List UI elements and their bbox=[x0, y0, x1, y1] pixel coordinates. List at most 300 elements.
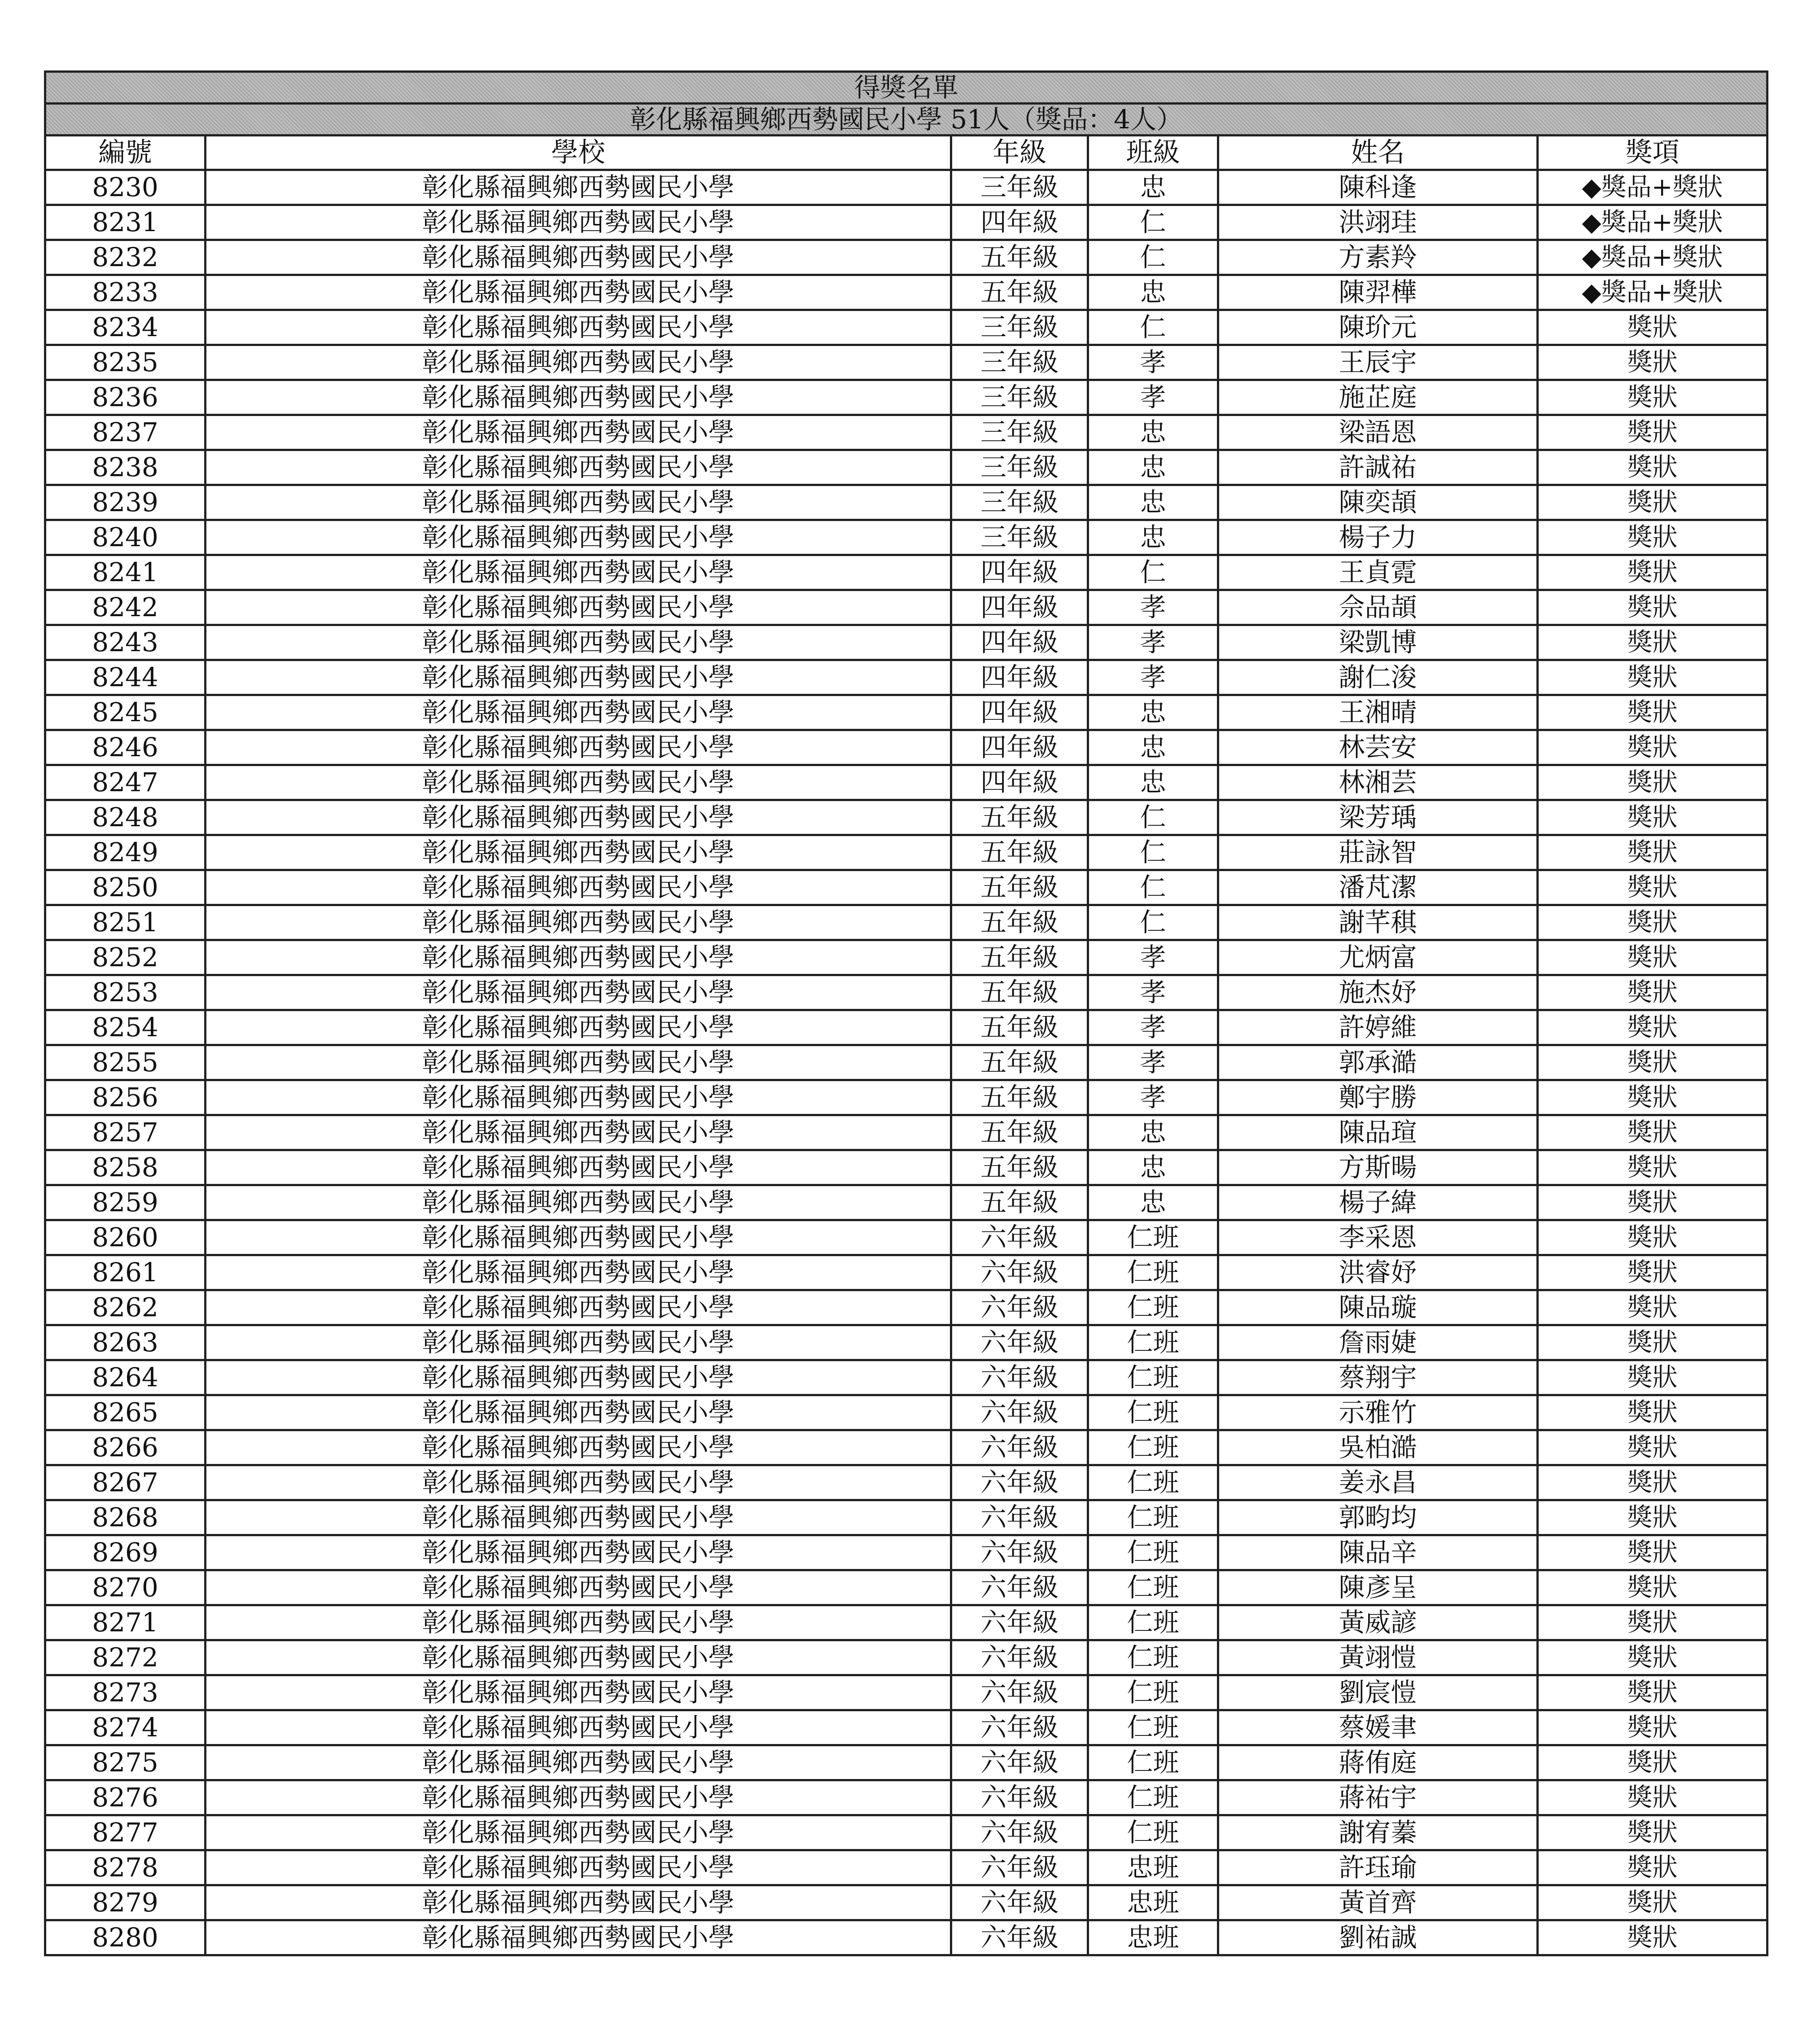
cell-name: 林湘芸 bbox=[1218, 765, 1538, 800]
cell-class: 孝 bbox=[1088, 1010, 1218, 1045]
cell-id: 8251 bbox=[45, 905, 206, 940]
cell-id: 8234 bbox=[45, 310, 206, 345]
cell-class: 仁班 bbox=[1088, 1255, 1218, 1290]
column-header-grade: 年級 bbox=[951, 136, 1088, 170]
cell-grade: 四年級 bbox=[951, 625, 1088, 660]
cell-class: 孝 bbox=[1088, 345, 1218, 380]
cell-class: 忠 bbox=[1088, 275, 1218, 310]
table-row bbox=[45, 380, 1768, 415]
cell-award: 獎狀 bbox=[1538, 1430, 1768, 1465]
cell-school: 彰化縣福興鄉西勢國民小學 bbox=[206, 1465, 951, 1500]
cell-school: 彰化縣福興鄉西勢國民小學 bbox=[206, 660, 951, 695]
cell-school: 彰化縣福興鄉西勢國民小學 bbox=[206, 1045, 951, 1080]
subtitle-row bbox=[45, 104, 1768, 136]
award-table bbox=[44, 70, 1768, 1956]
cell-class: 仁班 bbox=[1088, 1220, 1218, 1255]
cell-name: 楊子力 bbox=[1218, 520, 1538, 555]
cell-class: 忠 bbox=[1088, 1115, 1218, 1150]
cell-grade: 六年級 bbox=[951, 1535, 1088, 1570]
cell-id: 8270 bbox=[45, 1570, 206, 1605]
cell-name: 許婷維 bbox=[1218, 1010, 1538, 1045]
cell-grade: 四年級 bbox=[951, 555, 1088, 590]
cell-school: 彰化縣福興鄉西勢國民小學 bbox=[206, 1885, 951, 1920]
cell-class: 孝 bbox=[1088, 1080, 1218, 1115]
cell-class: 仁班 bbox=[1088, 1395, 1218, 1430]
cell-class: 仁 bbox=[1088, 240, 1218, 275]
cell-class: 仁班 bbox=[1088, 1605, 1218, 1640]
cell-school: 彰化縣福興鄉西勢國民小學 bbox=[206, 1640, 951, 1675]
cell-id: 8257 bbox=[45, 1115, 206, 1150]
cell-school: 彰化縣福興鄉西勢國民小學 bbox=[206, 1220, 951, 1255]
cell-award: 獎狀 bbox=[1538, 660, 1768, 695]
cell-id: 8252 bbox=[45, 940, 206, 975]
cell-class: 仁班 bbox=[1088, 1570, 1218, 1605]
cell-grade: 三年級 bbox=[951, 485, 1088, 520]
cell-class: 仁班 bbox=[1088, 1500, 1218, 1535]
cell-id: 8249 bbox=[45, 835, 206, 870]
cell-name: 陳品瑄 bbox=[1218, 1115, 1538, 1150]
cell-school: 彰化縣福興鄉西勢國民小學 bbox=[206, 870, 951, 905]
cell-name: 方斯暘 bbox=[1218, 1150, 1538, 1185]
cell-grade: 四年級 bbox=[951, 205, 1088, 240]
table-row bbox=[45, 275, 1768, 310]
award-list-sheet bbox=[44, 70, 1766, 1956]
cell-grade: 五年級 bbox=[951, 870, 1088, 905]
cell-school: 彰化縣福興鄉西勢國民小學 bbox=[206, 1570, 951, 1605]
table-row bbox=[45, 1920, 1768, 1955]
cell-class: 忠班 bbox=[1088, 1885, 1218, 1920]
cell-award: 獎狀 bbox=[1538, 1570, 1768, 1605]
table-row bbox=[45, 415, 1768, 450]
column-header-class: 班級 bbox=[1088, 136, 1218, 170]
cell-grade: 三年級 bbox=[951, 520, 1088, 555]
cell-class: 忠 bbox=[1088, 520, 1218, 555]
table-row bbox=[45, 975, 1768, 1010]
cell-school: 彰化縣福興鄉西勢國民小學 bbox=[206, 1605, 951, 1640]
table-row bbox=[45, 1045, 1768, 1080]
table-row bbox=[45, 205, 1768, 240]
cell-school: 彰化縣福興鄉西勢國民小學 bbox=[206, 415, 951, 450]
cell-grade: 六年級 bbox=[951, 1815, 1088, 1850]
cell-award: 獎狀 bbox=[1538, 1885, 1768, 1920]
cell-grade: 六年級 bbox=[951, 1325, 1088, 1360]
cell-award: 獎狀 bbox=[1538, 1010, 1768, 1045]
cell-id: 8275 bbox=[45, 1745, 206, 1780]
cell-id: 8243 bbox=[45, 625, 206, 660]
cell-class: 忠 bbox=[1088, 1150, 1218, 1185]
cell-grade: 三年級 bbox=[951, 450, 1088, 485]
cell-grade: 六年級 bbox=[951, 1360, 1088, 1395]
cell-award: 獎狀 bbox=[1538, 415, 1768, 450]
cell-name: 陳品辛 bbox=[1218, 1535, 1538, 1570]
cell-class: 忠 bbox=[1088, 765, 1218, 800]
cell-school: 彰化縣福興鄉西勢國民小學 bbox=[206, 450, 951, 485]
cell-school: 彰化縣福興鄉西勢國民小學 bbox=[206, 1115, 951, 1150]
cell-id: 8278 bbox=[45, 1850, 206, 1885]
cell-award: 獎狀 bbox=[1538, 1605, 1768, 1640]
cell-name: 佘品頡 bbox=[1218, 590, 1538, 625]
cell-class: 仁班 bbox=[1088, 1465, 1218, 1500]
cell-grade: 五年級 bbox=[951, 240, 1088, 275]
cell-id: 8258 bbox=[45, 1150, 206, 1185]
cell-id: 8279 bbox=[45, 1885, 206, 1920]
cell-class: 仁 bbox=[1088, 555, 1218, 590]
cell-name: 梁凱博 bbox=[1218, 625, 1538, 660]
cell-school: 彰化縣福興鄉西勢國民小學 bbox=[206, 310, 951, 345]
cell-school: 彰化縣福興鄉西勢國民小學 bbox=[206, 1395, 951, 1430]
column-header-award: 獎項 bbox=[1538, 136, 1768, 170]
cell-award: 獎狀 bbox=[1538, 730, 1768, 765]
cell-class: 仁班 bbox=[1088, 1430, 1218, 1465]
table-row bbox=[45, 1535, 1768, 1570]
table-row bbox=[45, 1325, 1768, 1360]
table-row bbox=[45, 1430, 1768, 1465]
table-row bbox=[45, 905, 1768, 940]
table-subtitle: 彰化縣福興鄉西勢國民小學 51人（獎品：4人） bbox=[45, 104, 1768, 136]
cell-grade: 六年級 bbox=[951, 1290, 1088, 1325]
cell-grade: 六年級 bbox=[951, 1745, 1088, 1780]
cell-class: 仁班 bbox=[1088, 1675, 1218, 1710]
cell-award: 獎狀 bbox=[1538, 1815, 1768, 1850]
cell-name: 陳品璇 bbox=[1218, 1290, 1538, 1325]
table-row bbox=[45, 485, 1768, 520]
cell-class: 孝 bbox=[1088, 625, 1218, 660]
cell-school: 彰化縣福興鄉西勢國民小學 bbox=[206, 695, 951, 730]
cell-id: 8260 bbox=[45, 1220, 206, 1255]
cell-grade: 三年級 bbox=[951, 345, 1088, 380]
cell-name: 李采恩 bbox=[1218, 1220, 1538, 1255]
table-title: 得獎名單 bbox=[45, 72, 1768, 104]
cell-name: 陳科逢 bbox=[1218, 170, 1538, 205]
cell-class: 仁班 bbox=[1088, 1290, 1218, 1325]
cell-class: 仁班 bbox=[1088, 1325, 1218, 1360]
cell-id: 8232 bbox=[45, 240, 206, 275]
cell-name: 謝宥蓁 bbox=[1218, 1815, 1538, 1850]
cell-id: 8250 bbox=[45, 870, 206, 905]
cell-grade: 六年級 bbox=[951, 1570, 1088, 1605]
table-row bbox=[45, 1220, 1768, 1255]
cell-id: 8253 bbox=[45, 975, 206, 1010]
cell-grade: 六年級 bbox=[951, 1885, 1088, 1920]
cell-name: 許珏瑜 bbox=[1218, 1850, 1538, 1885]
table-row bbox=[45, 870, 1768, 905]
cell-id: 8236 bbox=[45, 380, 206, 415]
cell-award: ◆獎品+獎狀 bbox=[1538, 205, 1768, 240]
table-row bbox=[45, 1745, 1768, 1780]
cell-grade: 五年級 bbox=[951, 1150, 1088, 1185]
cell-name: 梁芳瑀 bbox=[1218, 800, 1538, 835]
cell-school: 彰化縣福興鄉西勢國民小學 bbox=[206, 170, 951, 205]
cell-grade: 四年級 bbox=[951, 590, 1088, 625]
cell-class: 忠 bbox=[1088, 730, 1218, 765]
cell-name: 陳奕頡 bbox=[1218, 485, 1538, 520]
cell-class: 仁班 bbox=[1088, 1745, 1218, 1780]
cell-grade: 六年級 bbox=[951, 1675, 1088, 1710]
cell-award: 獎狀 bbox=[1538, 555, 1768, 590]
cell-school: 彰化縣福興鄉西勢國民小學 bbox=[206, 380, 951, 415]
cell-class: 仁班 bbox=[1088, 1360, 1218, 1395]
cell-grade: 六年級 bbox=[951, 1500, 1088, 1535]
cell-school: 彰化縣福興鄉西勢國民小學 bbox=[206, 975, 951, 1010]
cell-school: 彰化縣福興鄉西勢國民小學 bbox=[206, 1150, 951, 1185]
cell-award: 獎狀 bbox=[1538, 1255, 1768, 1290]
cell-id: 8266 bbox=[45, 1430, 206, 1465]
cell-id: 8280 bbox=[45, 1920, 206, 1955]
cell-award: 獎狀 bbox=[1538, 1150, 1768, 1185]
cell-grade: 六年級 bbox=[951, 1640, 1088, 1675]
cell-grade: 五年級 bbox=[951, 905, 1088, 940]
cell-id: 8264 bbox=[45, 1360, 206, 1395]
cell-name: 王貞霓 bbox=[1218, 555, 1538, 590]
table-row bbox=[45, 835, 1768, 870]
cell-id: 8237 bbox=[45, 415, 206, 450]
column-header-school: 學校 bbox=[206, 136, 951, 170]
cell-school: 彰化縣福興鄉西勢國民小學 bbox=[206, 1780, 951, 1815]
cell-class: 仁班 bbox=[1088, 1710, 1218, 1745]
cell-id: 8273 bbox=[45, 1675, 206, 1710]
table-row bbox=[45, 695, 1768, 730]
cell-name: 潘芃潔 bbox=[1218, 870, 1538, 905]
cell-name: 謝芊稘 bbox=[1218, 905, 1538, 940]
cell-award: 獎狀 bbox=[1538, 450, 1768, 485]
cell-name: 姜永昌 bbox=[1218, 1465, 1538, 1500]
cell-id: 8272 bbox=[45, 1640, 206, 1675]
cell-class: 忠 bbox=[1088, 170, 1218, 205]
cell-id: 8246 bbox=[45, 730, 206, 765]
cell-class: 仁班 bbox=[1088, 1780, 1218, 1815]
table-row bbox=[45, 240, 1768, 275]
cell-school: 彰化縣福興鄉西勢國民小學 bbox=[206, 555, 951, 590]
cell-id: 8235 bbox=[45, 345, 206, 380]
cell-name: 黃威諺 bbox=[1218, 1605, 1538, 1640]
cell-school: 彰化縣福興鄉西勢國民小學 bbox=[206, 240, 951, 275]
cell-award: 獎狀 bbox=[1538, 695, 1768, 730]
cell-grade: 四年級 bbox=[951, 765, 1088, 800]
cell-award: 獎狀 bbox=[1538, 1920, 1768, 1955]
cell-name: 洪睿妤 bbox=[1218, 1255, 1538, 1290]
cell-id: 8242 bbox=[45, 590, 206, 625]
cell-id: 8247 bbox=[45, 765, 206, 800]
cell-school: 彰化縣福興鄉西勢國民小學 bbox=[206, 765, 951, 800]
cell-award: 獎狀 bbox=[1538, 1535, 1768, 1570]
cell-school: 彰化縣福興鄉西勢國民小學 bbox=[206, 1535, 951, 1570]
table-row bbox=[45, 590, 1768, 625]
cell-name: 劉宸愷 bbox=[1218, 1675, 1538, 1710]
cell-id: 8248 bbox=[45, 800, 206, 835]
table-row bbox=[45, 345, 1768, 380]
cell-award: 獎狀 bbox=[1538, 1780, 1768, 1815]
cell-school: 彰化縣福興鄉西勢國民小學 bbox=[206, 1500, 951, 1535]
cell-name: 王辰宇 bbox=[1218, 345, 1538, 380]
cell-school: 彰化縣福興鄉西勢國民小學 bbox=[206, 485, 951, 520]
cell-award: 獎狀 bbox=[1538, 1745, 1768, 1780]
cell-id: 8259 bbox=[45, 1185, 206, 1220]
cell-class: 仁 bbox=[1088, 205, 1218, 240]
cell-school: 彰化縣福興鄉西勢國民小學 bbox=[206, 1815, 951, 1850]
cell-name: 謝仁浚 bbox=[1218, 660, 1538, 695]
cell-name: 方素羚 bbox=[1218, 240, 1538, 275]
table-row bbox=[45, 1395, 1768, 1430]
cell-name: 黃翊愷 bbox=[1218, 1640, 1538, 1675]
cell-award: 獎狀 bbox=[1538, 1115, 1768, 1150]
cell-class: 忠 bbox=[1088, 450, 1218, 485]
cell-id: 8231 bbox=[45, 205, 206, 240]
cell-award: 獎狀 bbox=[1538, 765, 1768, 800]
cell-id: 8238 bbox=[45, 450, 206, 485]
cell-school: 彰化縣福興鄉西勢國民小學 bbox=[206, 625, 951, 660]
cell-grade: 五年級 bbox=[951, 275, 1088, 310]
cell-award: 獎狀 bbox=[1538, 1395, 1768, 1430]
title-row bbox=[45, 72, 1768, 104]
cell-name: 示雅竹 bbox=[1218, 1395, 1538, 1430]
table-row bbox=[45, 555, 1768, 590]
cell-school: 彰化縣福興鄉西勢國民小學 bbox=[206, 1255, 951, 1290]
cell-name: 陳玠元 bbox=[1218, 310, 1538, 345]
cell-name: 郭畇均 bbox=[1218, 1500, 1538, 1535]
cell-grade: 三年級 bbox=[951, 415, 1088, 450]
cell-class: 孝 bbox=[1088, 660, 1218, 695]
cell-award: 獎狀 bbox=[1538, 1220, 1768, 1255]
cell-grade: 六年級 bbox=[951, 1850, 1088, 1885]
cell-school: 彰化縣福興鄉西勢國民小學 bbox=[206, 940, 951, 975]
cell-name: 詹雨婕 bbox=[1218, 1325, 1538, 1360]
cell-id: 8269 bbox=[45, 1535, 206, 1570]
cell-name: 洪翊珪 bbox=[1218, 205, 1538, 240]
column-header-row bbox=[45, 136, 1768, 170]
cell-class: 忠 bbox=[1088, 485, 1218, 520]
cell-id: 8233 bbox=[45, 275, 206, 310]
cell-grade: 三年級 bbox=[951, 310, 1088, 345]
cell-grade: 五年級 bbox=[951, 975, 1088, 1010]
table-row bbox=[45, 310, 1768, 345]
table-row bbox=[45, 800, 1768, 835]
table-row bbox=[45, 1570, 1768, 1605]
cell-class: 孝 bbox=[1088, 380, 1218, 415]
cell-name: 鄭宇勝 bbox=[1218, 1080, 1538, 1115]
cell-class: 仁 bbox=[1088, 800, 1218, 835]
cell-school: 彰化縣福興鄉西勢國民小學 bbox=[206, 1185, 951, 1220]
cell-class: 忠班 bbox=[1088, 1920, 1218, 1955]
table-row bbox=[45, 170, 1768, 205]
table-row bbox=[45, 1675, 1768, 1710]
cell-grade: 六年級 bbox=[951, 1605, 1088, 1640]
cell-award: 獎狀 bbox=[1538, 590, 1768, 625]
cell-grade: 四年級 bbox=[951, 660, 1088, 695]
cell-award: 獎狀 bbox=[1538, 870, 1768, 905]
cell-id: 8241 bbox=[45, 555, 206, 590]
cell-id: 8267 bbox=[45, 1465, 206, 1500]
cell-id: 8240 bbox=[45, 520, 206, 555]
cell-school: 彰化縣福興鄉西勢國民小學 bbox=[206, 1290, 951, 1325]
table-row bbox=[45, 1780, 1768, 1815]
cell-grade: 六年級 bbox=[951, 1920, 1088, 1955]
cell-award: 獎狀 bbox=[1538, 345, 1768, 380]
cell-id: 8239 bbox=[45, 485, 206, 520]
cell-name: 施芷庭 bbox=[1218, 380, 1538, 415]
cell-id: 8265 bbox=[45, 1395, 206, 1430]
cell-grade: 五年級 bbox=[951, 940, 1088, 975]
cell-school: 彰化縣福興鄉西勢國民小學 bbox=[206, 1675, 951, 1710]
table-row bbox=[45, 1360, 1768, 1395]
cell-grade: 五年級 bbox=[951, 1185, 1088, 1220]
table-row bbox=[45, 1815, 1768, 1850]
cell-grade: 五年級 bbox=[951, 800, 1088, 835]
cell-grade: 六年級 bbox=[951, 1465, 1088, 1500]
cell-school: 彰化縣福興鄉西勢國民小學 bbox=[206, 905, 951, 940]
cell-name: 林芸安 bbox=[1218, 730, 1538, 765]
table-row bbox=[45, 765, 1768, 800]
cell-school: 彰化縣福興鄉西勢國民小學 bbox=[206, 275, 951, 310]
cell-name: 黃首齊 bbox=[1218, 1885, 1538, 1920]
cell-name: 尤炳富 bbox=[1218, 940, 1538, 975]
cell-school: 彰化縣福興鄉西勢國民小學 bbox=[206, 590, 951, 625]
cell-class: 孝 bbox=[1088, 590, 1218, 625]
cell-award: 獎狀 bbox=[1538, 975, 1768, 1010]
cell-award: 獎狀 bbox=[1538, 1045, 1768, 1080]
cell-school: 彰化縣福興鄉西勢國民小學 bbox=[206, 520, 951, 555]
cell-award: 獎狀 bbox=[1538, 1710, 1768, 1745]
table-row bbox=[45, 940, 1768, 975]
table-row bbox=[45, 1500, 1768, 1535]
cell-award: 獎狀 bbox=[1538, 835, 1768, 870]
cell-award: 獎狀 bbox=[1538, 800, 1768, 835]
cell-award: 獎狀 bbox=[1538, 1675, 1768, 1710]
cell-id: 8277 bbox=[45, 1815, 206, 1850]
cell-grade: 六年級 bbox=[951, 1395, 1088, 1430]
cell-name: 楊子緯 bbox=[1218, 1185, 1538, 1220]
cell-school: 彰化縣福興鄉西勢國民小學 bbox=[206, 1850, 951, 1885]
cell-grade: 六年級 bbox=[951, 1255, 1088, 1290]
cell-grade: 五年級 bbox=[951, 1115, 1088, 1150]
cell-class: 仁班 bbox=[1088, 1535, 1218, 1570]
cell-grade: 三年級 bbox=[951, 380, 1088, 415]
table-row bbox=[45, 520, 1768, 555]
table-row bbox=[45, 1010, 1768, 1045]
cell-class: 仁班 bbox=[1088, 1640, 1218, 1675]
table-row bbox=[45, 1115, 1768, 1150]
cell-award: 獎狀 bbox=[1538, 1080, 1768, 1115]
cell-name: 許誠祐 bbox=[1218, 450, 1538, 485]
cell-class: 仁 bbox=[1088, 835, 1218, 870]
cell-id: 8271 bbox=[45, 1605, 206, 1640]
cell-class: 仁 bbox=[1088, 310, 1218, 345]
cell-id: 8274 bbox=[45, 1710, 206, 1745]
cell-grade: 六年級 bbox=[951, 1780, 1088, 1815]
table-row bbox=[45, 1885, 1768, 1920]
cell-class: 忠 bbox=[1088, 415, 1218, 450]
cell-name: 吳柏澔 bbox=[1218, 1430, 1538, 1465]
cell-name: 蔣祐宇 bbox=[1218, 1780, 1538, 1815]
cell-school: 彰化縣福興鄉西勢國民小學 bbox=[206, 1710, 951, 1745]
table-row bbox=[45, 1080, 1768, 1115]
cell-name: 王湘晴 bbox=[1218, 695, 1538, 730]
cell-id: 8255 bbox=[45, 1045, 206, 1080]
table-row bbox=[45, 1150, 1768, 1185]
cell-class: 忠班 bbox=[1088, 1850, 1218, 1885]
cell-grade: 六年級 bbox=[951, 1430, 1088, 1465]
cell-award: 獎狀 bbox=[1538, 485, 1768, 520]
cell-award: 獎狀 bbox=[1538, 520, 1768, 555]
cell-award: ◆獎品+獎狀 bbox=[1538, 170, 1768, 205]
cell-name: 施杰妤 bbox=[1218, 975, 1538, 1010]
cell-school: 彰化縣福興鄉西勢國民小學 bbox=[206, 1920, 951, 1955]
cell-name: 梁語恩 bbox=[1218, 415, 1538, 450]
cell-id: 8268 bbox=[45, 1500, 206, 1535]
cell-award: 獎狀 bbox=[1538, 1325, 1768, 1360]
cell-name: 劉祐誠 bbox=[1218, 1920, 1538, 1955]
cell-id: 8230 bbox=[45, 170, 206, 205]
table-row bbox=[45, 660, 1768, 695]
